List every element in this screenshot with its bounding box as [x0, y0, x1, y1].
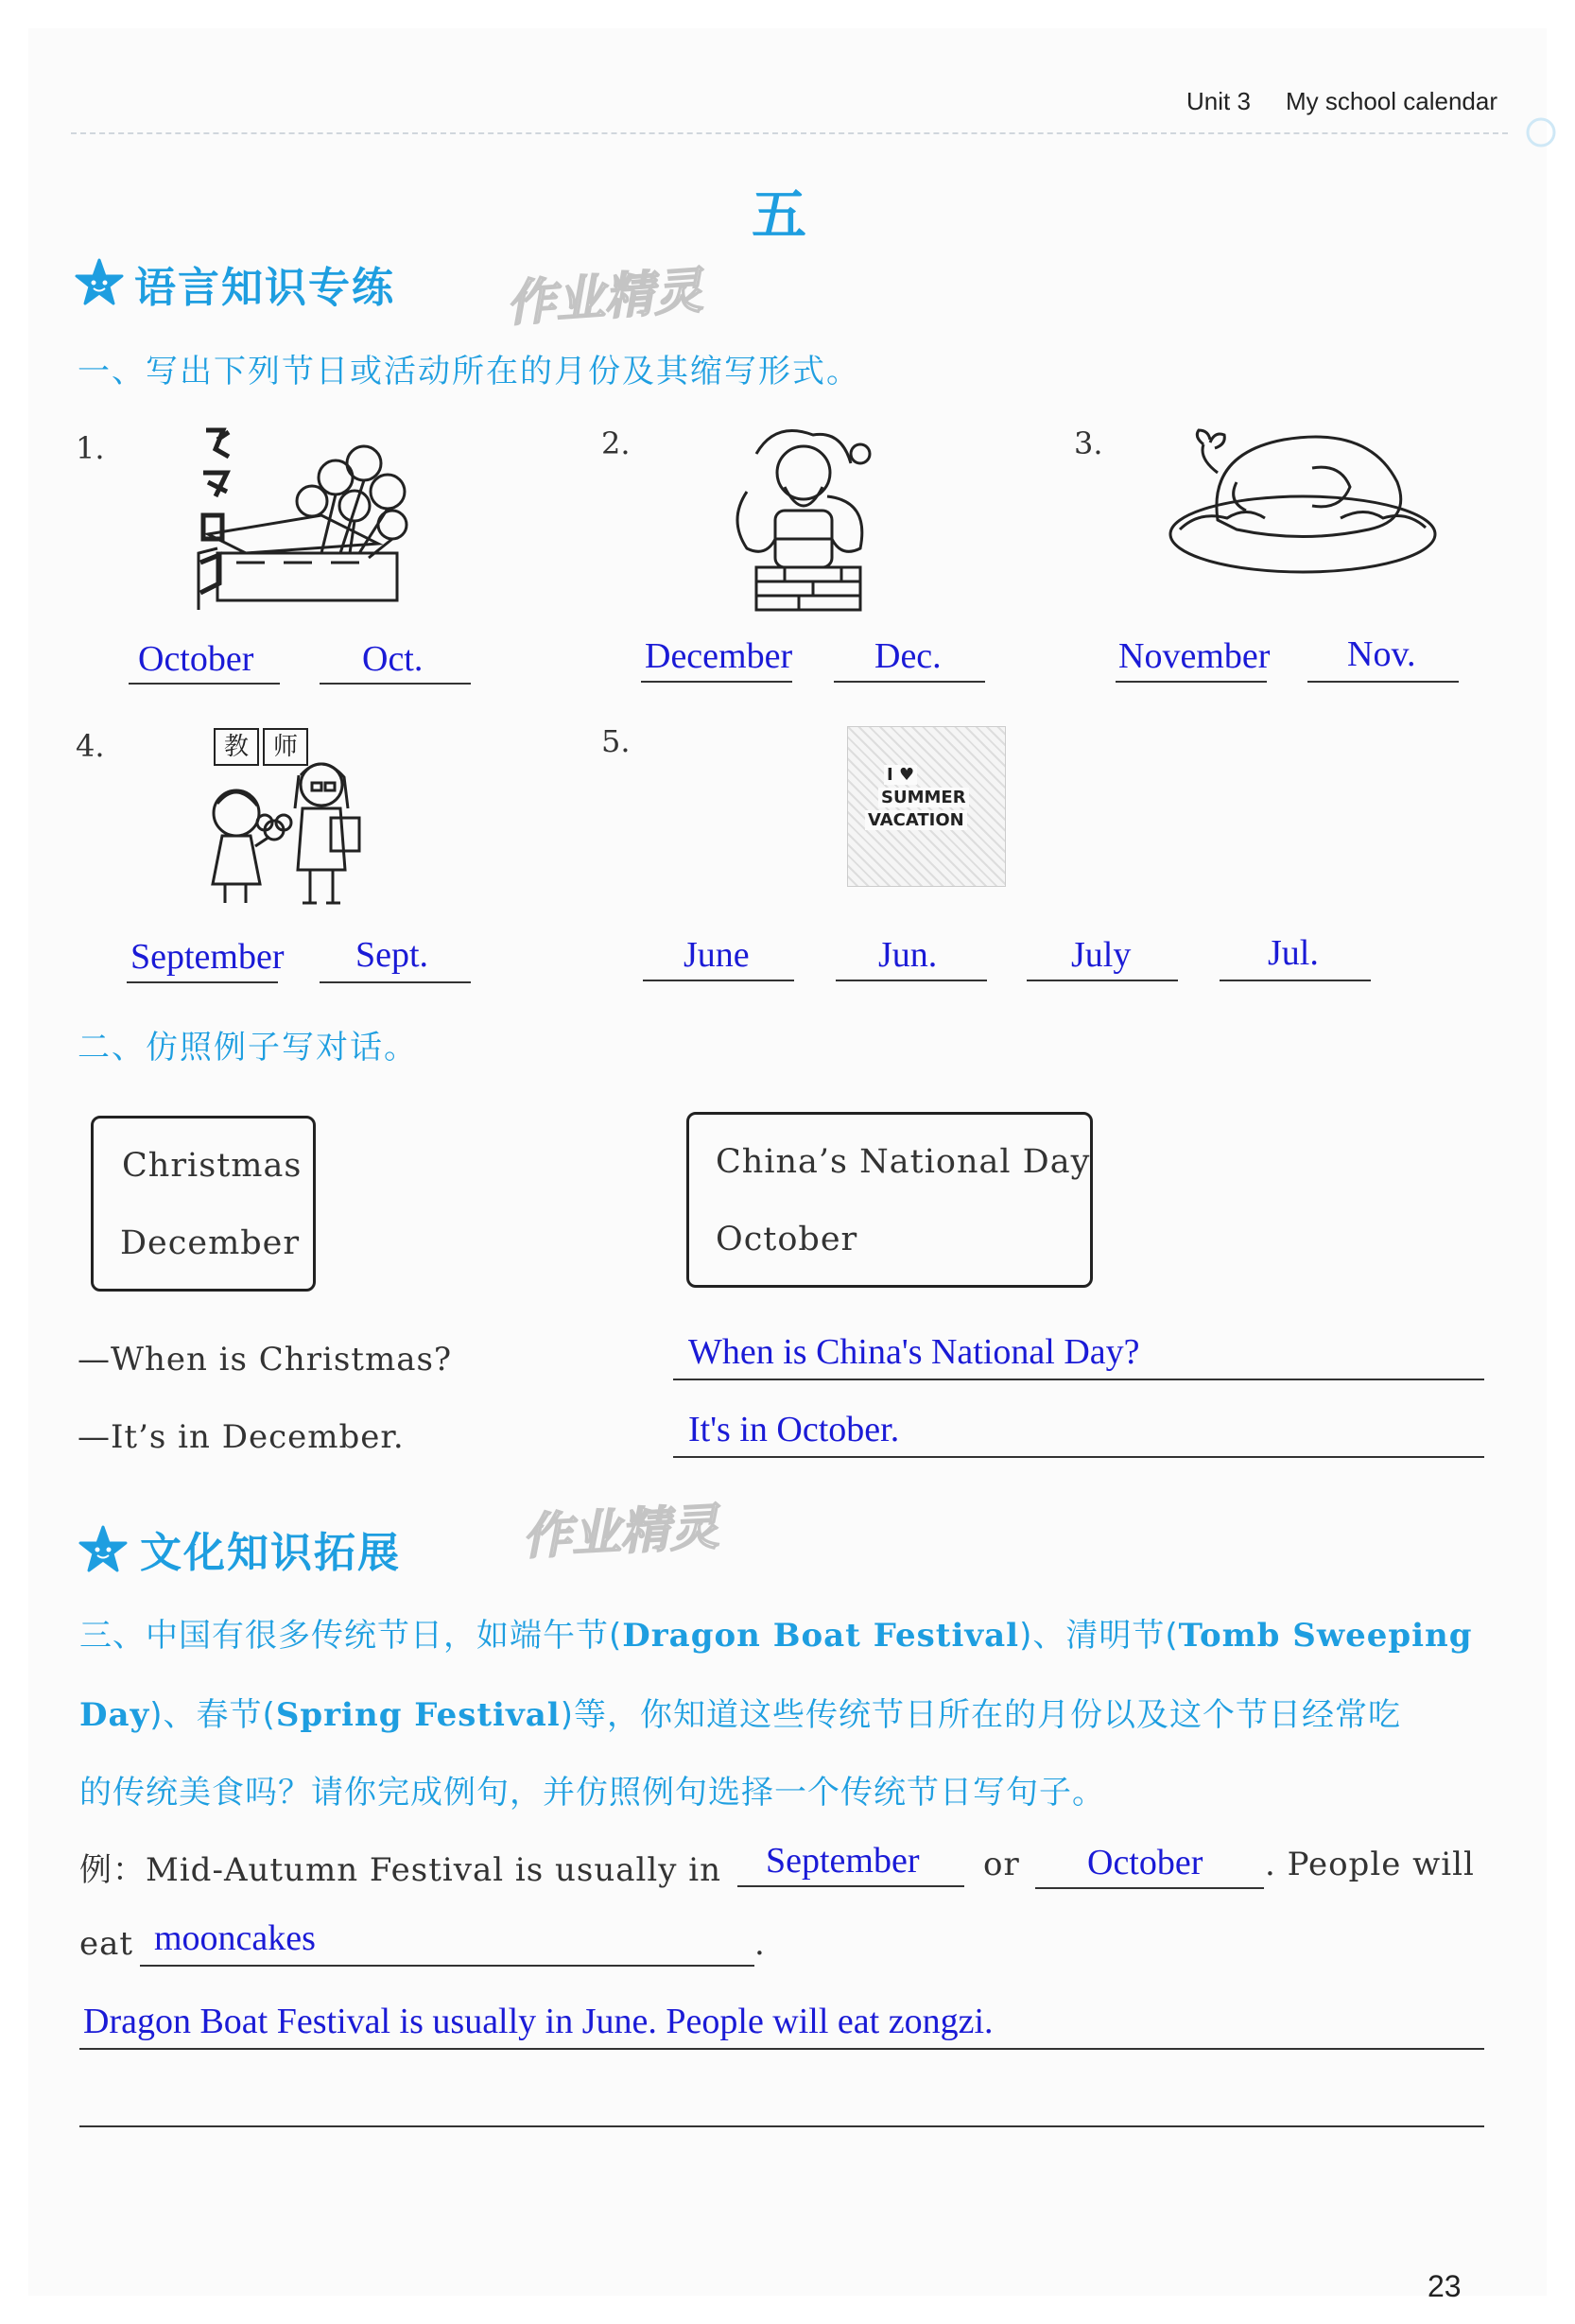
prompt-term: Day	[79, 1696, 150, 1734]
section-title-culture: 文化知识拓展	[140, 1529, 401, 1577]
answer-line	[1035, 1887, 1264, 1889]
item-number: 5.	[601, 723, 631, 759]
answer-abbr-2: Dec.	[874, 636, 942, 676]
watermark: 作业精灵	[504, 262, 705, 334]
answer-line	[1307, 681, 1459, 683]
task-festival: China’s National Day	[716, 1143, 1091, 1181]
example-sentence-start: 例：Mid-Autumn Festival is usually in	[79, 1851, 722, 1889]
answer-sentence: Dragon Boat Festival is usually in June. People will eat zongzi.	[83, 2002, 994, 2041]
page-number: 23	[1428, 2269, 1462, 2303]
example-festival: Christmas	[122, 1147, 303, 1185]
answer-line	[673, 1456, 1484, 1458]
prompt-text: )等，你知道这些传统节日所在的月份以及这个节日经常吃	[560, 1696, 1401, 1734]
task-box	[686, 1112, 1093, 1288]
header-divider	[71, 132, 1508, 134]
answer-line	[79, 2048, 1484, 2050]
answer-line	[320, 683, 471, 685]
answer-month-1: October	[138, 639, 254, 679]
example-box	[91, 1116, 316, 1292]
example-period: .	[754, 1925, 766, 1963]
answer-month-4: September	[130, 937, 285, 977]
answer-line	[129, 683, 280, 685]
example-month: December	[120, 1224, 301, 1262]
answer-line	[834, 681, 985, 683]
example-sentence-end: . People will	[1265, 1846, 1475, 1883]
answer-line	[737, 1885, 964, 1887]
item-number: 4.	[76, 728, 105, 764]
art-text-i-love: I ♥	[884, 765, 917, 785]
answer-line	[836, 980, 987, 981]
turkey-icon	[1161, 416, 1445, 586]
santa-icon	[718, 416, 889, 615]
example-answer: —It’s in December.	[78, 1418, 405, 1456]
sign-character: 师	[263, 728, 308, 766]
answer-abbr-5b: Jul.	[1268, 933, 1319, 973]
answer-blank-october: October	[1087, 1843, 1203, 1882]
prompt-term: Tomb Sweeping	[1178, 1617, 1473, 1655]
answer-response: It's in October.	[688, 1410, 900, 1449]
star-icon	[78, 1524, 129, 1575]
watermark: 作业精灵	[520, 1499, 720, 1567]
header-unit: Unit 3	[1186, 87, 1251, 115]
answer-line	[1220, 980, 1371, 981]
prompt-text: 三、中国有很多传统节日，如端午节(	[79, 1617, 623, 1655]
prompt-text: )、春节(	[149, 1696, 276, 1734]
answer-line	[641, 681, 792, 683]
answer-abbr-3: Nov.	[1347, 634, 1416, 674]
answer-month-5b: July	[1071, 935, 1132, 975]
star-icon	[74, 257, 125, 308]
answer-line	[127, 981, 278, 983]
prompt-term: Spring Festival	[275, 1696, 561, 1734]
answer-line	[1027, 980, 1178, 981]
summer-vacation-icon	[847, 726, 1006, 887]
question-3-prompt-line-2	[79, 1689, 1401, 1735]
answer-line	[643, 980, 794, 981]
answer-month-3: November	[1118, 636, 1271, 676]
item-number: 3.	[1074, 425, 1103, 461]
section-title-language: 语言知识专练	[134, 264, 395, 312]
sign-character: 教	[214, 728, 259, 766]
answer-line	[140, 1965, 754, 1967]
task-month: October	[716, 1221, 858, 1258]
national-day-icon	[180, 421, 416, 610]
answer-line-empty	[79, 2125, 1484, 2127]
art-text-summer: SUMMER	[878, 788, 969, 807]
item-number: 2.	[601, 425, 631, 461]
question-2-prompt: 二、仿照例子写对话。	[78, 1029, 418, 1067]
answer-abbr-4: Sept.	[355, 935, 429, 975]
header-topic: My school calendar	[1286, 87, 1497, 115]
answer-line	[1116, 681, 1267, 683]
question-1-prompt: 一、写出下列节日或活动所在的月份及其缩写形式。	[78, 353, 860, 390]
answer-month-2: December	[645, 636, 793, 676]
answer-blank-mooncakes: mooncakes	[154, 1918, 316, 1958]
lesson-title: 五	[752, 182, 807, 247]
corner-badge-icon	[1524, 115, 1558, 149]
answer-blank-september: September	[766, 1841, 920, 1881]
example-question: —When is Christmas?	[78, 1341, 453, 1379]
teachers-day-icon	[189, 728, 369, 908]
answer-month-5a: June	[684, 935, 750, 975]
example-or: or	[983, 1846, 1020, 1883]
prompt-text: )、清明节(	[1019, 1617, 1179, 1655]
answer-abbr-1: Oct.	[362, 639, 424, 679]
answer-line	[673, 1379, 1484, 1380]
answer-line	[320, 981, 471, 983]
answer-abbr-5a: Jun.	[878, 935, 938, 975]
answer-question: When is China's National Day?	[688, 1332, 1140, 1372]
prompt-term: Dragon Boat Festival	[622, 1617, 1020, 1655]
art-text-vacation: VACATION	[865, 810, 967, 830]
example-eat: eat	[79, 1925, 134, 1963]
question-3-prompt-line-3: 的传统美食吗？请你完成例句，并仿照例句选择一个传统节日写句子。	[79, 1774, 1105, 1812]
item-number: 1.	[76, 430, 105, 466]
question-3-prompt-line-1	[79, 1609, 1473, 1656]
